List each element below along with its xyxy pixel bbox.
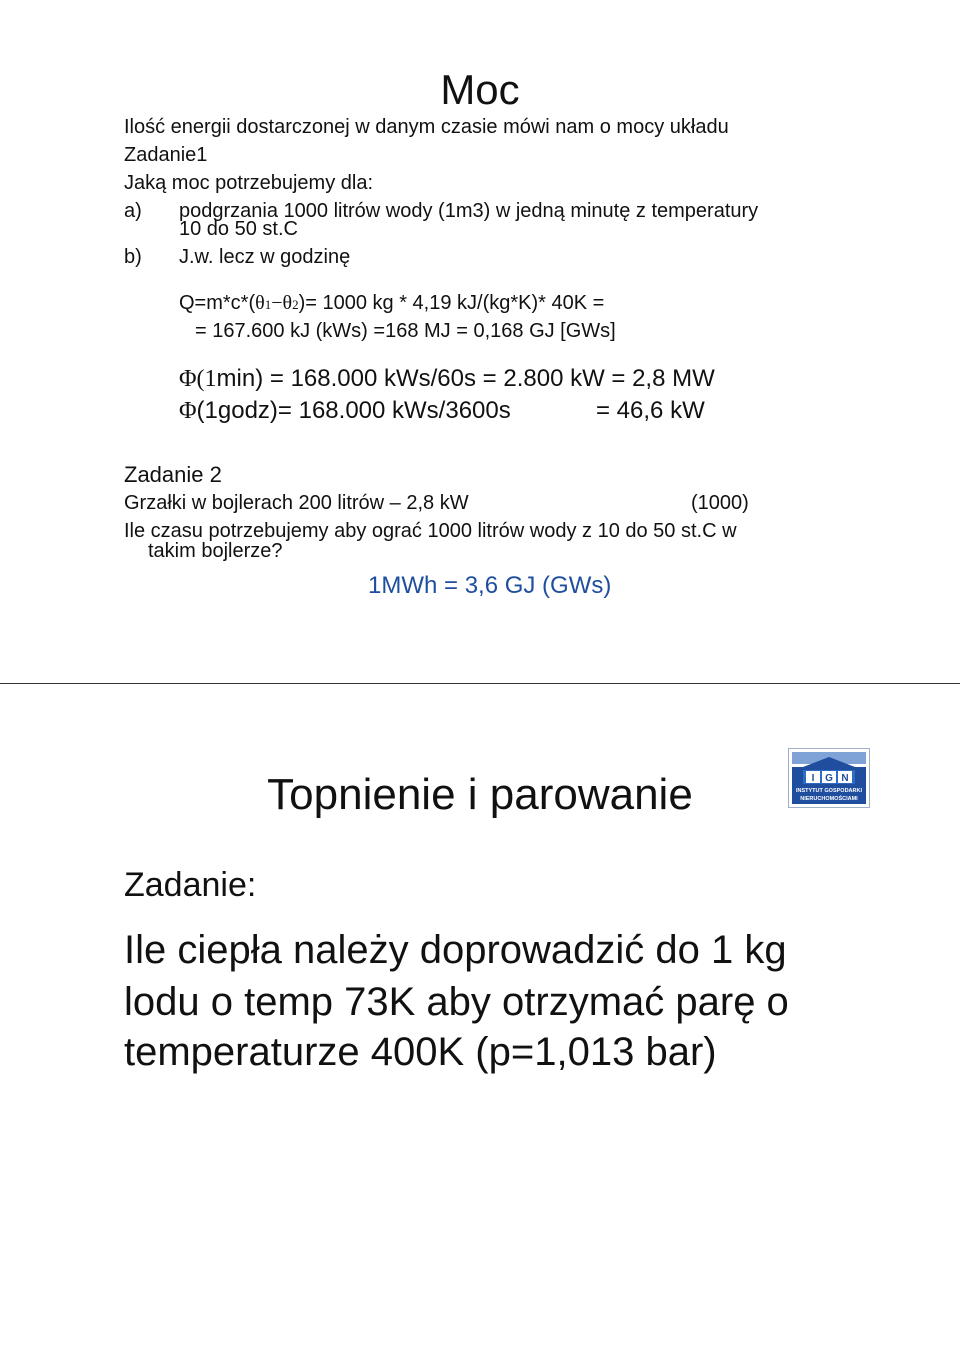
phi-min-arg: (1 xyxy=(196,366,217,392)
formula-end: )= 1000 kg * 4,19 kJ/(kg*K)* 40K = xyxy=(298,292,605,314)
formula-q-result: = 167.600 kJ (kWs) =168 MJ = 0,168 GJ [GWs] xyxy=(195,320,616,342)
slide2-task-label: Zadanie: xyxy=(124,866,257,904)
task2-line1: Grzałki w bojlerach 200 litrów – 2,8 kW xyxy=(124,492,469,514)
item-a-marker: a) xyxy=(124,200,142,222)
slide-title-topnienie: Topnienie i parowanie xyxy=(267,770,693,819)
phi-min-line xyxy=(179,365,715,393)
slide-divider xyxy=(0,683,960,684)
task2-line1-right: (1000) xyxy=(691,492,749,514)
phi-min-text: min) = 168.000 kWs/60s = 2.800 kW = 2,8 MW xyxy=(216,365,715,392)
phi-symbol: Φ xyxy=(179,366,197,392)
intro-text: Ilość energii dostarczonej w danym czasie mówi nam o mocy układu xyxy=(124,116,729,138)
svg-text:I: I xyxy=(811,773,815,784)
phi-hour-result: = 46,6 kW xyxy=(596,397,705,424)
formula-start: Q=m*c*( xyxy=(179,292,256,314)
ign-logo xyxy=(788,748,870,808)
item-b-text: J.w. lecz w godzinę xyxy=(179,246,351,268)
task1-question: Jaką moc potrzebujemy dla: xyxy=(124,172,374,194)
slide2-line3: temperaturze 400K (p=1,013 bar) xyxy=(124,1030,717,1074)
svg-text:N: N xyxy=(841,773,849,784)
task1-label: Zadanie1 xyxy=(124,144,208,166)
theta-symbol: θ xyxy=(255,292,265,314)
phi-hour-line xyxy=(179,397,511,425)
minus-sign: − xyxy=(271,292,283,314)
subscript-1: 1 xyxy=(264,297,272,312)
theta-symbol: θ xyxy=(282,292,293,314)
svg-text:G: G xyxy=(825,773,833,784)
conversion-note: 1MWh = 3,6 GJ (GWs) xyxy=(368,572,612,599)
formula-q xyxy=(179,292,604,315)
item-a-line2: 10 do 50 st.C xyxy=(179,218,298,240)
item-b-marker: b) xyxy=(124,246,142,268)
slide2-line2: lodu o temp 73K aby otrzymać parę o xyxy=(124,980,789,1024)
subscript-2: 2 xyxy=(292,297,299,312)
phi-symbol: Φ xyxy=(179,398,197,424)
svg-text:NIERUCHOMOŚCIAMI: NIERUCHOMOŚCIAMI xyxy=(800,796,858,802)
task2-line3: takim bojlerze? xyxy=(148,540,283,562)
task2-label: Zadanie 2 xyxy=(124,462,222,487)
task2-line2: Ile czasu potrzebujemy aby ograć 1000 litrów wody z 10 do 50 st.C w xyxy=(124,520,737,542)
item-a-line1: podgrzania 1000 litrów wody (1m3) w jedną minutę z temperatury xyxy=(179,200,759,222)
phi-hour-text: (1godz)= 168.000 kWs/3600s xyxy=(196,397,511,424)
slide-title-moc: Moc xyxy=(440,66,520,113)
slide2-line1: Ile ciepła należy doprowadzić do 1 kg xyxy=(124,928,787,972)
svg-text:INSTYTUT GOSPODARKI: INSTYTUT GOSPODARKI xyxy=(795,788,863,794)
ign-logo-graphic xyxy=(789,749,869,807)
